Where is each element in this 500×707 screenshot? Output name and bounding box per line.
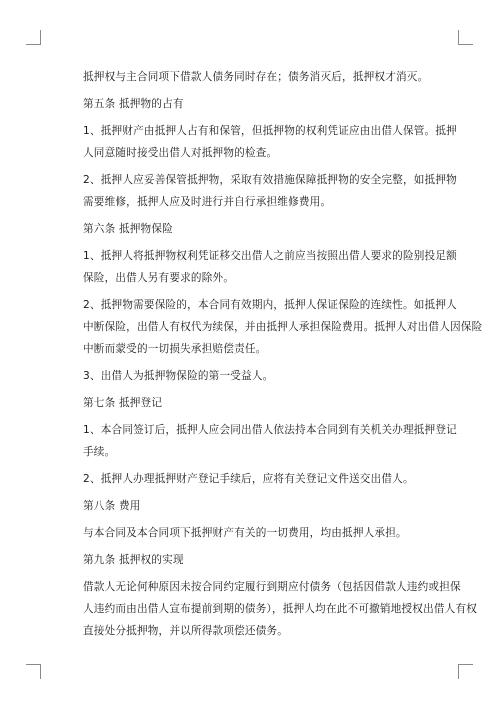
document-body <box>83 66 483 647</box>
paragraph <box>83 468 429 490</box>
paragraph <box>83 495 429 517</box>
text-line: 3、出借人为抵押物保险的第一受益人。 <box>83 370 274 382</box>
text-line: 人违约而由出借人宣布提前到期的债务），抵押人均在此不可撤销地授权出借人有权 <box>83 603 478 615</box>
paragraph <box>83 218 429 240</box>
paragraph <box>83 169 457 213</box>
paragraph <box>83 419 457 463</box>
text-line: 抵押权与主合同项下借款人债务同时存在；债务消灭后，抵押权才消灭。 <box>83 71 429 83</box>
text-line: 1、抵押财产由抵押人占有和保管，但抵押物的权利凭证应由出借人保管。抵押 <box>83 125 457 137</box>
paragraph <box>83 93 429 115</box>
text-line: 保险，出借人另有要求的除外。 <box>83 272 235 284</box>
paragraph <box>83 294 483 360</box>
crop-mark-top-right <box>458 30 473 45</box>
crop-mark-bottom-left <box>26 664 41 679</box>
text-line: 第五条 抵押物的占有 <box>83 98 184 110</box>
paragraph <box>83 522 429 544</box>
paragraph <box>83 576 478 642</box>
text-line: 第七条 抵押登记 <box>83 397 163 409</box>
paragraph <box>83 365 429 387</box>
text-line: 1、抵押人将抵押物权利凭证移交出借人之前应当按照出借人要求的险别投足额 <box>83 250 457 262</box>
text-line: 人同意随时接受出借人对抵押物的检查。 <box>83 147 278 159</box>
text-line: 直接处分抵押物，并以所得款项偿还债务。 <box>83 625 289 637</box>
text-line: 1、本合同签订后，抵押人应会同出借人依法持本合同到有关机关办理抵押登记 <box>83 424 457 436</box>
text-line: 2、抵押物需要保险的，本合同有效期内，抵押人保证保险的连续性。如抵押人 <box>83 299 457 311</box>
text-line: 中断而蒙受的一切损失承担赔偿责任。 <box>83 343 267 355</box>
crop-mark-top-left <box>26 30 41 45</box>
text-line: 需要维修，抵押人应及时进行并自行承担维修费用。 <box>83 196 332 208</box>
text-line: 中断保险，出借人有权代为续保，并由抵押人承担保险费用。抵押人对出借人因保险 <box>83 321 483 333</box>
text-line: 第八条 费用 <box>83 500 141 512</box>
text-line: 与本合同及本合同项下抵押财产有关的一切费用，均由抵押人承担。 <box>83 527 407 539</box>
text-line: 借款人无论何种原因未按合同约定履行到期应付债务（包括因借款人违约或担保 <box>83 581 461 593</box>
text-line: 2、抵押人办理抵押财产登记手续后，应将有关登记文件送交出借人。 <box>83 473 414 485</box>
paragraph <box>83 245 457 289</box>
text-line: 手续。 <box>83 446 116 458</box>
text-line: 2、抵押人应妥善保管抵押物，采取有效措施保障抵押物的安全完整，如抵押物 <box>83 174 457 186</box>
text-line: 第六条 抵押物保险 <box>83 223 173 235</box>
crop-mark-bottom-right <box>458 664 473 679</box>
text-line: 第九条 抵押权的实现 <box>83 554 184 566</box>
paragraph <box>83 66 429 88</box>
paragraph <box>83 392 429 414</box>
paragraph <box>83 549 429 571</box>
paragraph <box>83 120 457 164</box>
